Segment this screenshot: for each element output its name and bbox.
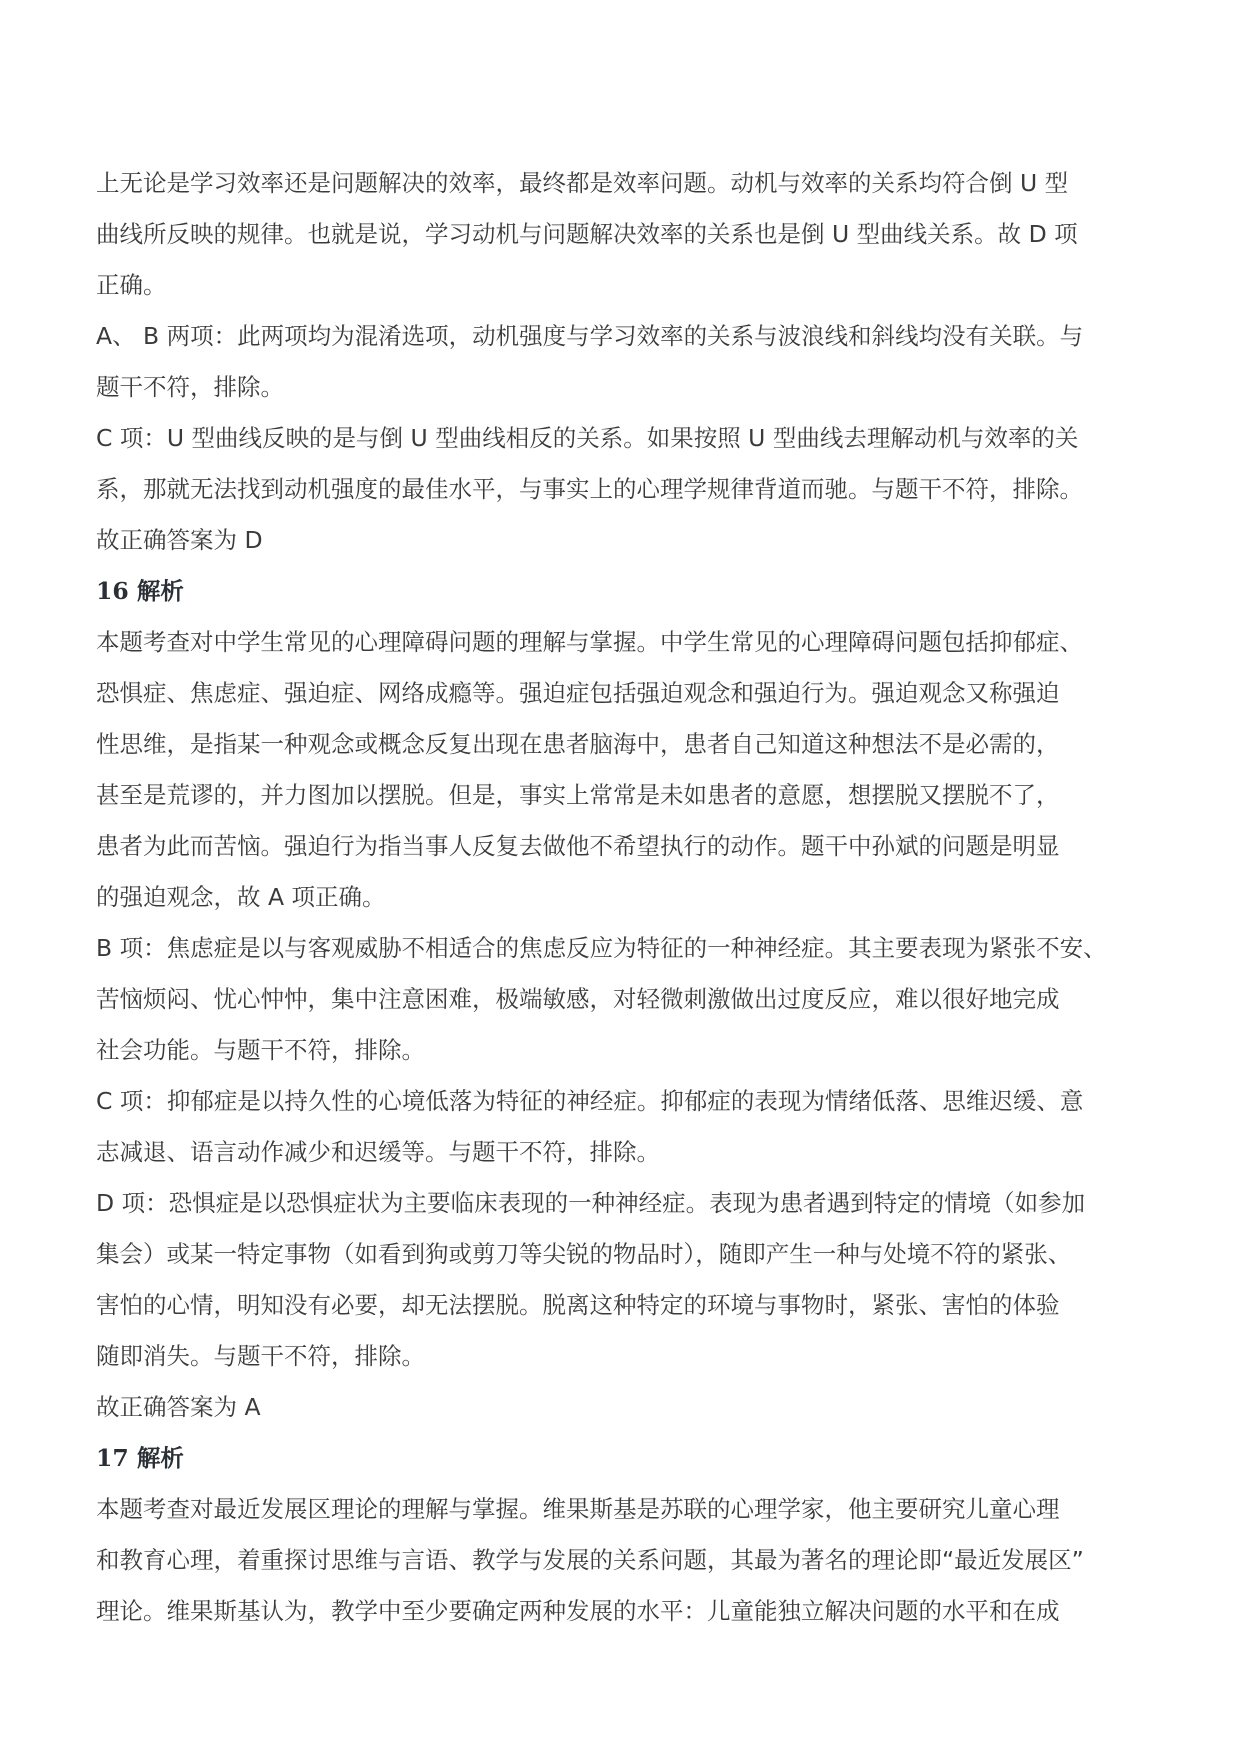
text-line: 苦恼烦闷、忧心忡忡，集中注意困难，极端敏感，对轻微刺激做出过度反应，难以很好地完成	[96, 985, 1060, 1013]
text-line: C 项：U 型曲线反映的是与倒 U 型曲线相反的关系。如果按照 U 型曲线去理解动机与效率的关	[96, 424, 1079, 452]
document-page	[96, 158, 1156, 1637]
text-line: 随即消失。与题干不符，排除。	[96, 1342, 425, 1370]
text-line: 本题考查对中学生常见的心理障碍问题的理解与掌握。中学生常见的心理障碍问题包括抑郁症、	[96, 628, 1083, 656]
section-heading-17: 17 解析	[96, 1444, 184, 1472]
text-line: 理论。维果斯基认为，教学中至少要确定两种发展的水平：儿童能独立解决问题的水平和在成	[96, 1597, 1060, 1625]
text-line: B 项：焦虑症是以与客观威胁不相适合的焦虑反应为特征的一种神经症。其主要表现为紧张不安、	[96, 934, 1107, 962]
text-line: 的强迫观念，故 A 项正确。	[96, 883, 386, 911]
text-line: 害怕的心情，明知没有必要，却无法摆脱。脱离这种特定的环境与事物时，紧张、害怕的体验	[96, 1291, 1060, 1319]
text-line: A、 B 两项：此两项均为混淆选项，动机强度与学习效率的关系与波浪线和斜线均没有关联。与	[96, 322, 1084, 350]
text-line: D 项：恐惧症是以恐惧症状为主要临床表现的一种神经症。表现为患者遇到特定的情境（如参加	[96, 1189, 1086, 1217]
text-line: 志减退、语言动作减少和迟缓等。与题干不符，排除。	[96, 1138, 660, 1166]
text-line: 和教育心理，着重探讨思维与言语、教学与发展的关系问题，其最为著名的理论即“最近发展区”	[96, 1546, 1084, 1574]
text-line: C 项：抑郁症是以持久性的心境低落为特征的神经症。抑郁症的表现为情绪低落、思维迟缓、意	[96, 1087, 1084, 1115]
text-line: 正确。	[96, 271, 167, 299]
text-line: 患者为此而苦恼。强迫行为指当事人反复去做他不希望执行的动作。题干中孙斌的问题是明显	[96, 832, 1060, 860]
text-line: 系，那就无法找到动机强度的最佳水平，与事实上的心理学规律背道而驰。与题干不符，排除。	[96, 475, 1083, 503]
answer-line: 故正确答案为 A	[96, 1393, 261, 1421]
text-line: 社会功能。与题干不符，排除。	[96, 1036, 425, 1064]
answer-line: 故正确答案为 D	[96, 526, 263, 554]
text-line: 曲线所反映的规律。也就是说，学习动机与问题解决效率的关系也是倒 U 型曲线关系。故 D 项	[96, 220, 1078, 248]
text-line: 上无论是学习效率还是问题解决的效率，最终都是效率问题。动机与效率的关系均符合倒 U 型	[96, 169, 1069, 197]
text-line: 本题考查对最近发展区理论的理解与掌握。维果斯基是苏联的心理学家，他主要研究儿童心理	[96, 1495, 1060, 1523]
text-line: 性思维，是指某一种观念或概念反复出现在患者脑海中，患者自己知道这种想法不是必需的，	[96, 730, 1060, 758]
text-line: 恐惧症、焦虑症、强迫症、网络成瘾等。强迫症包括强迫观念和强迫行为。强迫观念又称强迫	[96, 679, 1060, 707]
text-line: 甚至是荒谬的，并力图加以摆脱。但是，事实上常常是未如患者的意愿，想摆脱又摆脱不了，	[96, 781, 1060, 809]
text-line: 集会）或某一特定事物（如看到狗或剪刀等尖锐的物品时），随即产生一种与处境不符的紧张、	[96, 1240, 1072, 1268]
text-line: 题干不符，排除。	[96, 373, 284, 401]
section-heading-16: 16 解析	[96, 577, 184, 605]
